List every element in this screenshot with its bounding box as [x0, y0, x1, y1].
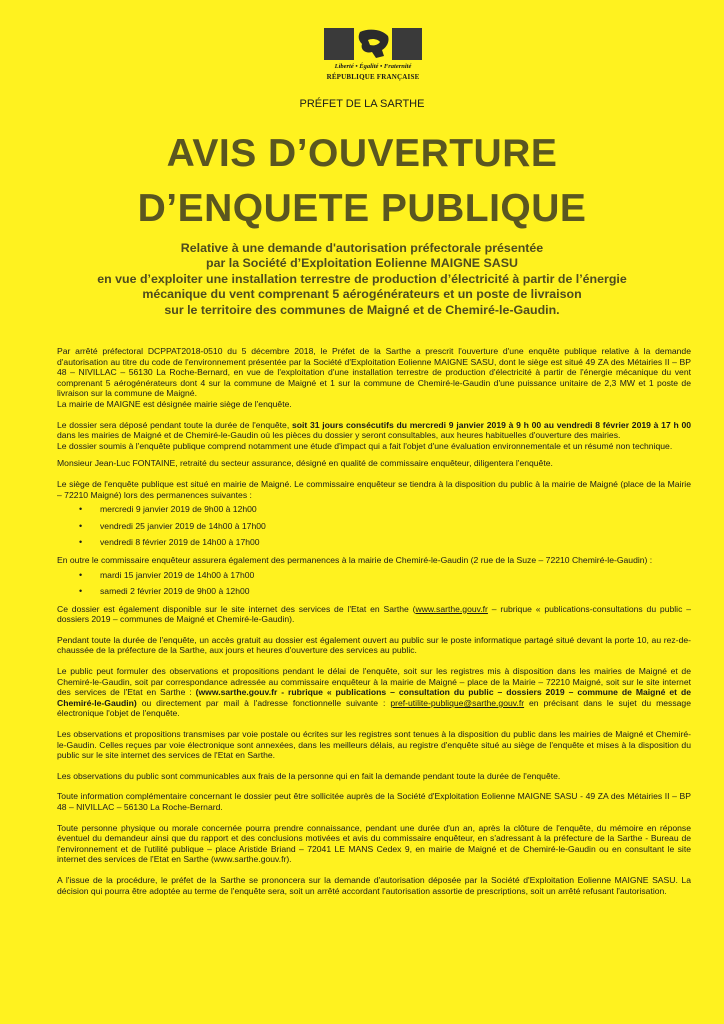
enquete-dates: soit 31 jours consécutifs du mercredi 9 janvier 2019 à 9 h 00 au vendredi 8 février 2019 à 17 h 00	[291, 419, 692, 430]
subtitle-line: Relative à une demande d'autorisation préfectorale présentée	[180, 241, 544, 255]
subtitle-line: sur le territoire des communes de Maigné et de Chemiré-le-Gaudin.	[164, 302, 560, 317]
list-item: • vendredi 8 février 2019 de 14h00 à 17h00	[57, 537, 691, 548]
paragraph-arrete: Par arrêté préfectoral DCPPAT2018-0510 du 5 décembre 2018, le Préfet de la Sarthe a prescrit l'ouverture d'une enquête publique relative à la demande d'autorisation au titre du code de l'environnement présentée par la Société d'Exploitation Eolienne MAIGNE SASU, dont le siège est situé 49 ZA des Métairies II – BP 48 – NIVILLAC – 56130 La Roche-Bernard, en vue de l'exploitation d'une installation terrestre de production d'électricité à partir de l'énergie mécanique du vent comprenant 5 aérogénérateurs dont 4 sur la commune de Maigné et 1 sur la commune de Chemiré-le-Gaudin d'une puissance unitaire de 2,3 MW et 1 poste de livraison sur la commune de Maigné.	[57, 346, 691, 399]
paragraph-siege-enquete: Le siège de l'enquête publique est situé en mairie de Maigné. Le commissaire enquêteur se tiendra à la disposition du public à la mairie de Maigné (place de la Mairie – 72210 Maigné) lors des permanences suivantes :	[57, 478, 691, 500]
paragraph-site-internet: Ce dossier est également disponible sur le site internet des services de l'Etat en Sarthe (www.sarthe.gouv.fr – rubrique « publications-consultations du public – dossiers 2019 – communes de Maigné et Chemiré-le-Gaudin).	[57, 603, 691, 625]
list-item: • mercredi 9 janvier 2019 de 9h00 à 12h00	[57, 504, 691, 515]
subtitle-line: mécanique du vent comprenant 5 aérogénérateurs et un poste de livraison	[142, 287, 582, 302]
subtitle-line: en vue d’exploiter une installation terrestre de production d’électricité à partir de l’énergie	[97, 271, 627, 286]
list-item: • samedi 2 février 2019 de 9h00 à 12h00	[57, 586, 691, 597]
paragraph-observations: Le public peut formuler des observations et propositions pendant le délai de l'enquête, soit sur les registres mis à disposition dans les mairies de Maigné et de Chemiré-le-Gaudin, soit par correspondance adressée au commissaire enquêteur à la mairie de Maigné – place de la Mairie – 72210 Maigné, soit sur le site internet des services de l'Etat en Sarthe : (www.sarthe.gouv.fr - rubrique « publications – consultation du public – dossiers 2019 – commune de Maigné et de Chemiré-le-Gaudin) ou directement par mail à l'adresse fonctionnelle suivante : pref-utilite-publique@sarthe.gouv.fr en précisant dans le sujet du message électronique l'objet de l'enquête.	[57, 666, 691, 719]
notice-body	[57, 346, 691, 896]
republic-text: RÉPUBLIQUE FRANÇAISE	[326, 73, 420, 81]
list-item: • vendredi 25 janvier 2019 de 14h00 à 17h00	[57, 521, 691, 532]
title-line-2: D’ENQUETE PUBLIQUE	[137, 187, 587, 230]
paragraph-acces-gratuit: Pendant toute la durée de l'enquête, un accès gratuit au dossier est également ouvert au public sur le poste informatique partagé situé devant la porte 10, au rez-de-chaussée de la préfecture de la Sarthe, aux jours et heures d'ouverture des services au public.	[57, 634, 691, 656]
subtitle-line: par la Société d’Exploitation Eolienne MAIGNE SASU	[206, 256, 518, 271]
paragraph-permanences-chemire: En outre le commissaire enquêteur assurera également des permanences à la mairie de Chemiré-le-Gaudin (2 rue de la Suze – 72210 Chemiré-le-Gaudin) :	[57, 554, 653, 565]
paragraph-observations-transmises: Les observations et propositions transmises par voie postale ou écrites sur les registres sont tenues à la disposition du public dans les mairies de Maigné et Chemiré-le-Gaudin. Celles reçues par voie électronique sont annexées, dans les meilleurs délais, au registre d'enquête situé au siège de l'enquête et mises à la disposition du public sur le site internet des services de l'Etat en Sarthe.	[57, 729, 691, 761]
motto-text: Liberté • Égalité • Fraternité	[334, 63, 412, 70]
title-line-1: AVIS D’OUVERTURE	[166, 132, 558, 175]
marianne-emblem-icon	[324, 28, 422, 60]
prefet-heading: PRÉFET DE LA SARTHE	[299, 98, 425, 110]
paragraph-connaissance: Toute personne physique ou morale concernée pourra prendre connaissance, pendant une durée d'un an, après la clôture de l'enquête, du mémoire en réponse éventuel du demandeur ainsi que du rapport et des conclusions motivées et avis du commissaire enquêteur, en s'adressant à la préfecture de la Sarthe - Bureau de l'environnement et de l'utilité publique – place Aristide Briand – 72041 LE MANS Cedex 9, en mairie de Maigné et de Chemiré-le-Gaudin ou en consultant le site internet des services de l'Etat en Sarthe (www.sarthe.gouv.fr).	[57, 822, 691, 865]
paragraph-commissaire: Monsieur Jean-Luc FONTAINE, retraité du secteur assurance, désigné en qualité de commissaire enquêteur, diligentera l'enquête.	[57, 458, 553, 469]
sarthe-website-link[interactable]: www.sarthe.gouv.fr	[415, 603, 488, 614]
list-item: • mardi 15 janvier 2019 de 14h00 à 17h00	[57, 570, 691, 581]
paragraph-decision: A l'issue de la procédure, le préfet de la Sarthe se prononcera sur la demande d'autorisation déposée par la Société d'Exploitation Eolienne MAIGNE SASU. La décision qui pourra être adoptée au terme de l'enquête sera, soit un arrêté accordant l'autorisation assortie de prescriptions, soit un arrêté refusant l'autorisation.	[57, 874, 691, 896]
republique-francaise-logo	[320, 28, 426, 86]
paragraph-information: Toute information complémentaire concernant le dossier peut être sollicitée auprès de la Société d'Exploitation Eolienne MAIGNE SASU - 49 ZA des Métairies II – BP 48 – NIVILLAC – 56130 La Roche-Bernard.	[57, 791, 691, 812]
subtitle-block	[30, 241, 694, 318]
paragraph-mairie-siege: La mairie de MAIGNE est désignée mairie siège de l'enquête.	[57, 398, 292, 409]
paragraph-depot-dossier: Le dossier sera déposé pendant toute la durée de l'enquête, soit 31 jours consécutifs du mercredi 9 janvier 2019 à 9 h 00 au vendredi 8 février 2019 à 17 h 00 dans les mairies de Maigné et de Chemiré-le-Gaudin où les pièces du dossier y seront consultables, aux heures habituelles d'ouverture des mairies.	[57, 419, 692, 441]
paragraph-communicables: Les observations du public sont communicables aux frais de la personne qui en fait la demande pendant toute la durée de l'enquête.	[57, 770, 561, 781]
email-link[interactable]: pref-utilite-publique@sarthe.gouv.fr	[390, 697, 525, 708]
paragraph-etude-impact: Le dossier soumis à l'enquête publique comprend notamment une étude d'impact qui a fait l'objet d'une évaluation environnementale et un résumé non technique.	[57, 440, 673, 451]
